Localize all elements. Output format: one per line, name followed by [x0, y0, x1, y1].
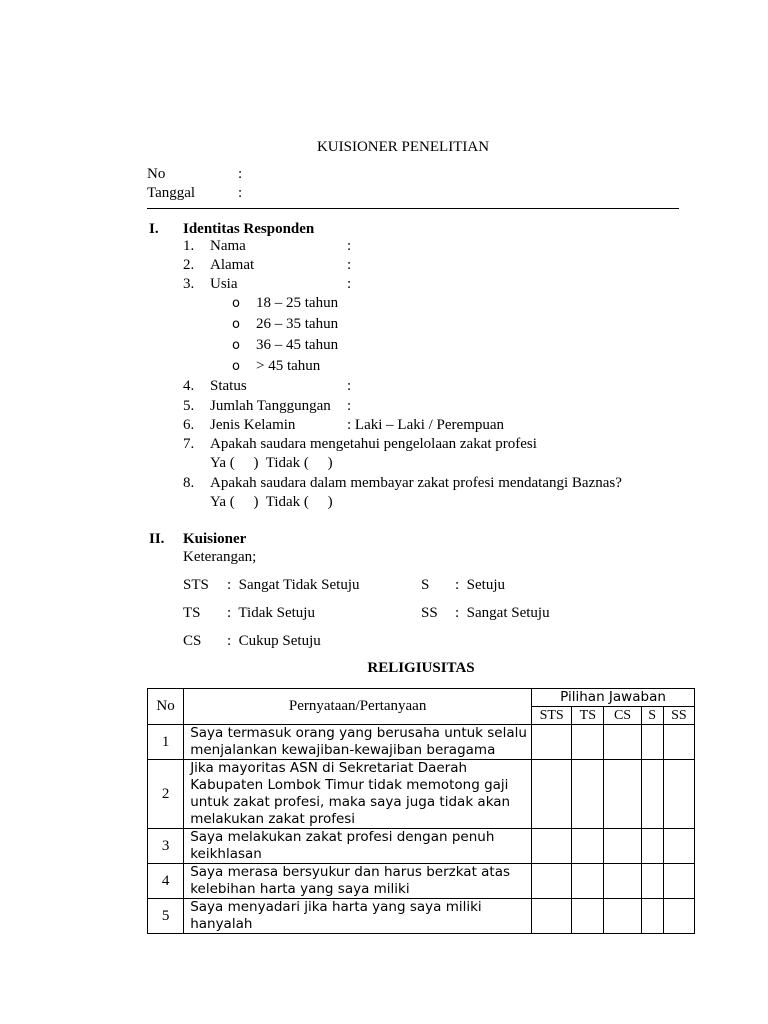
item-8-label: Apakah saudara dalam membayar zakat profesi mendatangi Baznas?	[210, 475, 622, 491]
answer-cell-s[interactable]	[641, 829, 663, 864]
answer-cell-ss[interactable]	[663, 829, 694, 864]
age-option-4: > 45 tahun	[256, 358, 321, 374]
item-1-num: 1.	[183, 238, 195, 254]
answer-cell-s[interactable]	[641, 899, 663, 934]
item-2-label: Alamat	[210, 257, 255, 273]
bullet-icon: o	[232, 359, 240, 374]
answer-cell-ts[interactable]	[572, 760, 604, 829]
answer-cell-sts[interactable]	[532, 899, 572, 934]
answer-cell-ts[interactable]	[572, 829, 604, 864]
section-2-heading: Kuisioner	[183, 531, 247, 547]
legend-desc-ts: : Tidak Setuju	[227, 605, 315, 621]
row-statement: Saya melakukan zakat profesi dengan penuh keikhlasan	[184, 829, 532, 864]
answer-cell-s[interactable]	[641, 725, 663, 760]
row-statement: Jika mayoritas ASN di Sekretariat Daerah Kabupaten Lombok Timur tidak memotong gaji untuk zakat profesi, maka saya juga tidak akan melakukan zakat profesi	[184, 760, 532, 829]
answer-cell-cs[interactable]	[604, 864, 641, 899]
answer-cell-ss[interactable]	[663, 899, 694, 934]
header-divider	[147, 208, 679, 209]
section-2-numeral: II.	[149, 531, 165, 547]
legend-code-cs: CS	[183, 633, 202, 649]
answer-cell-sts[interactable]	[532, 725, 572, 760]
answer-cell-ts[interactable]	[572, 899, 604, 934]
bullet-icon: o	[232, 296, 240, 311]
answer-cell-cs[interactable]	[604, 899, 641, 934]
answer-cell-sts[interactable]	[532, 760, 572, 829]
item-7-num: 7.	[183, 436, 195, 452]
answer-cell-cs[interactable]	[604, 725, 641, 760]
answer-cell-cs[interactable]	[604, 829, 641, 864]
item-1-label: Nama	[210, 238, 246, 254]
row-number: 5	[148, 899, 184, 934]
legend-code-sts: STS	[183, 577, 209, 593]
legend-code-ts: TS	[183, 605, 201, 621]
legend-desc-s: : Setuju	[455, 577, 506, 593]
bullet-icon: o	[232, 338, 240, 353]
section-1-heading: Identitas Responden	[183, 221, 315, 237]
legend-note: Keterangan;	[183, 549, 257, 565]
answer-cell-sts[interactable]	[532, 864, 572, 899]
answer-cell-ts[interactable]	[572, 725, 604, 760]
item-7-answer: Ya ( ) Tidak ( )	[210, 455, 333, 471]
option-header-ts: TS	[572, 707, 604, 725]
answer-cell-ss[interactable]	[663, 725, 694, 760]
item-3-value: :	[347, 276, 352, 292]
item-3-label: Usia	[210, 276, 238, 292]
item-5-value: :	[347, 398, 352, 414]
legend-code-s: S	[421, 577, 430, 593]
age-option-2: 26 – 35 tahun	[256, 316, 339, 332]
date-colon: :	[238, 185, 243, 201]
answer-cell-ts[interactable]	[572, 864, 604, 899]
row-statement: Saya merasa bersyukur dan harus berzkat atas kelebihan harta yang saya miliki	[184, 864, 532, 899]
row-statement: Saya termasuk orang yang berusaha untuk selalu menjalankan kewajiban-kewajiban beragama	[184, 725, 532, 760]
row-number: 3	[148, 829, 184, 864]
item-8-num: 8.	[183, 475, 195, 491]
table-row	[148, 899, 695, 934]
bullet-icon: o	[232, 317, 240, 332]
item-2-num: 2.	[183, 257, 195, 273]
table-title: RELIGIUSITAS	[367, 660, 475, 676]
no-colon: :	[238, 166, 243, 182]
item-1-value: :	[347, 238, 352, 254]
item-4-num: 4.	[183, 378, 195, 394]
row-number: 1	[148, 725, 184, 760]
item-7-label: Apakah saudara mengetahui pengelolaan zakat profesi	[210, 436, 537, 452]
item-8-answer: Ya ( ) Tidak ( )	[210, 494, 333, 510]
section-1-numeral: I.	[149, 221, 159, 237]
item-4-value: :	[347, 378, 352, 394]
item-5-num: 5.	[183, 398, 195, 414]
date-label: Tanggal	[147, 185, 196, 201]
answer-cell-ss[interactable]	[663, 864, 694, 899]
col-header-choices: Pilihan Jawaban	[532, 689, 695, 707]
table-row	[148, 829, 695, 864]
answer-cell-s[interactable]	[641, 760, 663, 829]
item-5-label: Jumlah Tanggungan	[210, 398, 331, 414]
document-title: KUISIONER PENELITIAN	[316, 139, 490, 155]
item-4-label: Status	[210, 378, 247, 394]
item-6-label: Jenis Kelamin	[210, 417, 296, 433]
option-header-s: S	[641, 707, 663, 725]
table-row	[148, 725, 695, 760]
no-label: No	[147, 166, 166, 182]
table-row	[148, 760, 695, 829]
option-header-cs: CS	[604, 707, 641, 725]
item-6-num: 6.	[183, 417, 195, 433]
answer-cell-s[interactable]	[641, 864, 663, 899]
legend-desc-cs: : Cukup Setuju	[227, 633, 321, 649]
row-number: 4	[148, 864, 184, 899]
item-2-value: :	[347, 257, 352, 273]
col-header-no: No	[148, 689, 184, 725]
age-option-1: 18 – 25 tahun	[256, 295, 339, 311]
item-3-num: 3.	[183, 276, 195, 292]
answer-cell-sts[interactable]	[532, 829, 572, 864]
row-number: 2	[148, 760, 184, 829]
legend-desc-sts: : Sangat Tidak Setuju	[227, 577, 360, 593]
age-option-3: 36 – 45 tahun	[256, 337, 339, 353]
religiusitas-table	[147, 688, 695, 934]
option-header-sts: STS	[532, 707, 572, 725]
row-statement: Saya menyadari jika harta yang saya miliki hanyalah	[184, 899, 532, 934]
legend-desc-ss: : Sangat Setuju	[455, 605, 550, 621]
answer-cell-cs[interactable]	[604, 760, 641, 829]
item-6-value: : Laki – Laki / Perempuan	[347, 417, 505, 433]
legend-code-ss: SS	[421, 605, 438, 621]
col-header-statement: Pernyataan/Pertanyaan	[184, 689, 532, 725]
answer-cell-ss[interactable]	[663, 760, 694, 829]
option-header-ss: SS	[663, 707, 694, 725]
table-row	[148, 864, 695, 899]
